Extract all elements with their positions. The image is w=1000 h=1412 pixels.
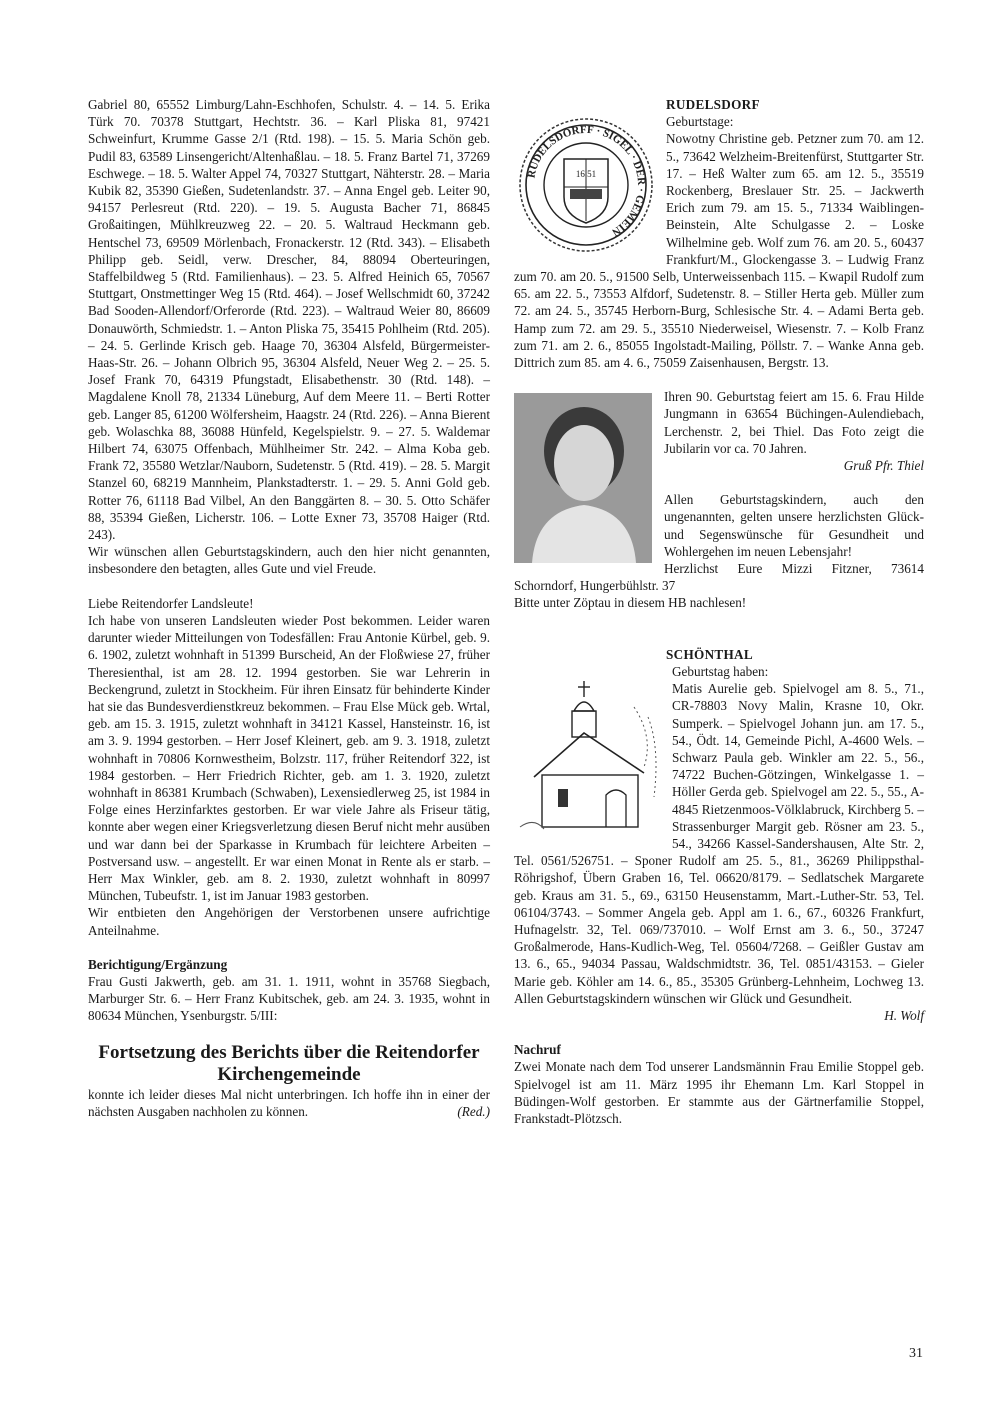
nachruf-heading: Nachruf [514, 1042, 561, 1058]
wishes-text: Allen Geburtstagskindern, auch den ungenannten, gelten unsere herzlichsten Glück- und Segenswünsche für Gesundheit und Wohlergehen im neuen Lebensjahr! [664, 492, 924, 559]
chapel-graphic [514, 677, 664, 837]
zoeptau-note: Bitte unter Zöptau in diesem HB nachlesen! [514, 595, 747, 611]
condolence: Wir entbieten den Angehörigen der Verstorbenen unsere aufrichtige Anteilnahme. [88, 905, 490, 938]
death-notices: Ich habe von unseren Landsleuten wieder Post bekommen. Leider waren darunter wieder Mitteilungen von Todesfällen: Frau Antonie Kürbel, geb. 9. 6. 1902, zuletzt wohnhaft in 51399 Burscheid, An der Floßwiese 27, früher Theresienthal, ist am 28. 12. 1994 gestorben. Sie war Lehrerin in Beckengrund, zuletzt in Stockheim. Für ihren Einsatz für behinderte Kinder hat sie das Bundesverdienstkreuz bekommen. – Frau Else Mück geb. Wrtal, geb. am 15. 3. 1915, zuletzt wohnhaft in 34121 Kassel, Hansteinstr. 16, ist am 3. 9. 1994 gestorben. – Herr Josef Kleinert, geb. am 9. 3. 1918, zuletzt wohnhaft in 70806 Kornwestheim, Bolzstr. 117, früher Reitendorf 322, ist 1984 gestorben. – Herr Friedrich Richter, geb. am 1. 3. 1920, zuletzt wohnhaft in 86381 Krumbach (Schwaben), Lexensiedlerweg 25, ist 1984 in Folge eines Herzinfarktes gestorben. Er war viele Jahre als Friseur tätig, konnte aber wegen einer Kriegsverletzung diesen Beruf nicht mehr ausüben und war dann bei der Sparkasse in Krumbach für leichtere Arbeiten – Postversand usw. – angestellt. Er war einen Monat in Rente als er starb. – Herr Max Winkler, geb. am 8. 2. 1930, zuletzt wohnhaft in 80997 München, Tubeufstr. 1, ist im Januar 1983 gestorben. [88, 612, 490, 904]
jubilee-sign: Gruß Pfr. Thiel [843, 458, 924, 474]
correction-text: Frau Gusti Jakwerth, geb. am 31. 1. 1911, wohnt in 35768 Siegbach, Marburger Str. 6. – Herr Franz Kubitschek, geb. am 24. 3. 1935, wohnt in 80634 München, Ysenburgstr. 5/III: [88, 973, 490, 1024]
rudelsdorf-birthdays: Nowotny Christine geb. Petzner zum 70. am 12. 5., 73642 Welzheim-Breitenfürst, Stuttgarter Str. 17. – Heß Walter zum 65. am 12. 5., 35519 Rockenberg, Breslauer Str. 25. – Jackwerth Erich zum 79. am 15. 5., 71334 Waiblingen-Beinstein, Alte Schulgasse 2. – Loske Wilhelmine geb. Wolf zum 76. am 20. 5., 60437 Frankfurt/M., Glockengasse 3. – Ludwig Franz zum 70. am 20. 5., 91500 Selb, Unterweissenbach 115. – Kwapil Rudolf zum 65. am 22. 5., 73553 Alfdorf, Sudetenstr. 8. – Stiller Herta geb. Müller zum 72. am 24. 5., 35745 Herborn-Burg, Schlesische Str. 4. – Adami Berta geb. Hamp zum 72. am 29. 5., 35510 Niederweisel, Wiesenstr. 7. – Kolb Franz zum 71. am 2. 6., 85055 Ingolstadt-Mailing, Pöllstr. 7. – Wanke Anna geb. Dittrich zum 85. am 4. 6., 75059 Zaisenhausen, Bergstr. 13. [514, 131, 924, 371]
chapel-drawing [514, 677, 664, 837]
rudelsdorf-subheading: Geburtstage: [666, 114, 734, 130]
schoenthal-birthdays: Matis Aurelie geb. Spielvogel am 8. 5., 71., CR-78803 Novy Malin, Krasne 10, Okr. Sumperk. – Spielvogel Johann jun. am 17. 5., 54., Ödt. 14, Gemeinde Pichl, A-4600 Wels. – Schwarz Paula geb. Winkler am 22. 5., 56., 74722 Buchen-Götzingen, Winkelgasse 1. – Höller Gerda geb. Spielvogel am 22. 5., 55., A-4845 Rietzenmoos-Völklabruck, Kirchberg 5. – Strassenburger Margit geb. Rösner am 23. 5., 54., 34266 Kassel-Sandershausen, Alte Str. 2, Tel. 0561/526751. – Sponer Rudolf am 25. 5., 81., 36269 Philippsthal-Röhrigshof, Übern Graben 16, Tel. 06620/8179. – Sedlatschek Margarete geb. Kraus am 31. 5., 69., 63150 Heusenstamm, Mart.-Luther-Str. 53, Tel. 06104/3743. – Sommer Angela geb. Appl am 1. 6., 67., 60326 Frankfurt, Hufnagelstr. 32, Tel. 069/737010. – Wolf Ernst am 3. 6., 50., 37247 Großalmerode, Hans-Kudlich-Weg, Tel. 05604/7268. – Geißler Gustav am 13. 6., 65., 94034 Passau, Waldschmidtstr. 36, Tel. 0851/43153. – Gieler Marie geb. Köhler am 14. 6., 85., 35305 Grünberg-Lehnheim, Lochweg 13. Allen Geburtstagskindern wünschen wir Glück und Gesundheit. [514, 681, 924, 1006]
report-sign: (Red.) [457, 1103, 490, 1119]
seal-text: RUDELSDORFF · SIGEL · DER · GEMEIN [525, 124, 648, 239]
schoenthal-subheading: Geburtstag haben: [672, 663, 769, 679]
seal-year: 16 51 [575, 169, 597, 180]
report-note-text: konnte ich leider dieses Mal nicht unterbringen. Ich hoffe ihn in einer der nächsten Ausgaben nachholen zu können. [88, 1086, 490, 1119]
jubilee-photo [514, 393, 652, 563]
greeting: Liebe Reitendorfer Landsleute! [88, 595, 254, 611]
report-note [88, 1086, 490, 1120]
seal-graphic [514, 113, 658, 257]
wishes-sign: Herzlichst Eure Mizzi Fitzner, 73614 Schorndorf, Hungerbühlstr. 37 [514, 561, 924, 594]
birthday-list: Gabriel 80, 65552 Limburg/Lahn-Eschhofen, Schulstr. 4. – 14. 5. Erika Türk 70. 70378 Stuttgart, Hechtstr. 36. – Karl Pliska 81, 97421 Schweinfurt, Krumme Gasse 2/1 (Rtd. 198). – 15. 5. Maria Schön geb. Pudil 83, 63589 Linsengericht/Altenhaßlau. – 18. 5. Franz Bartel 71, 37269 Eschwege. – 18. 5. Walter Appel 74, 70327 Stuttgart, Nähterstr. 28. – Maria Kubik 82, 35390 Gießen, Sudetenlandstr. 37. – Anna Engel geb. Leiter 90, 94157 Perlesreut (Rtd. 220). – 19. 5. Augusta Bacher 71, 86845 Großaitingen, Mühlkreuzweg 22. – 20. 5. Waltraud Heckmann geb. Hentschel 73, 69509 Mörlenbach, Fronackerstr. 12 (Rtd. 343). – Elisabeth Philipp geb. Seidl, verw. Drescher, 84, 88094 Oberteuringen, Staffelbildweg 5 (Rtd. Familienhaus). – 23. 5. Alfred Heinich 65, 70567 Stuttgart, Onstmettinger Weg 15 (Rtd. 464). – Josef Wellschmidt 60, 37242 Bad Sooden-Allendorf/Orferorde (Rtd. 223). – Waltraud Weier 80, 86609 Donauwörth, Schmiedstr. 1. – Anton Pliska 75, 35415 Pohlheim (Rtd. 205). – 24. 5. Gerlinde Krisch geb. Haage 70, 36304 Alsfeld, Bürgermeister-Haas-Str. 26. – Johann Olbrich 95, 36304 Alsfeld, Neuer Weg 2. – 25. 5. Josef Frank 70, 64319 Pfungstadt, Elisabethenstr. 30 (Rtd. 148). – Magdalene Knoll 78, 21334 Lüneburg, Auf dem Meere 11. – Berti Rotter geb. Langer 85, 61200 Wölfersheim, Haagstr. 24 (Rtd. 226). – Anna Bierent geb. Wolaschka 88, 36088 Hünfeld, Kegelspielstr. 9. – 27. 5. Waldemar Hilbert 74, 63075 Offenbach, Mühlheimer Str. 242. – Alma Koba geb. Frank 72, 35580 Wetzlar/Nauborn, Sudetenstr. 5 (Rtd. 419). – 28. 5. Margit Stanzel 60, 68219 Mannheim, Plankstadterstr. 1. – 29. 5. Anni Gold geb. Rotter 76, 61118 Bad Vilbel, An den Banggärten 8. – 30. 5. Otto Schäfer 88, 35394 Gießen, Licherstr. 106. – Lotte Exner 73, 35708 Haiger (Rtd. 243). [88, 97, 490, 543]
nachruf-text: Zwei Monate nach dem Tod unserer Landsmännin Frau Emilie Stoppel geb. Spielvogel ist am 11. März 1995 ihr Ehemann Lm. Karl Stoppel in Büdingen-Wolf gestorben. Er stammte aus der Gärtnerfamilie Stoppel, Frankstadt-Plötzsch. [514, 1059, 924, 1126]
birthday-wishes: Wir wünschen allen Geburtstagskindern, auch den hier nicht genannten, insbesondere den betagten, alles Gute und viel Freude. [88, 544, 490, 577]
page-number: 31 [909, 1346, 923, 1361]
schoenthal-sign: H. Wolf [884, 1007, 924, 1023]
schoenthal-heading: SCHÖNTHAL [666, 646, 753, 662]
report-title: Fortsetzung des Berichts über die Reitendorfer Kirchengemeinde [98, 1041, 480, 1085]
right-column [514, 96, 924, 1127]
left-column [88, 96, 490, 1120]
rudelsdorf-seal [514, 113, 658, 257]
jubilee-text: Ihren 90. Geburtstag feiert am 15. 6. Frau Hilde Jungmann in 63654 Büchingen-Aulendiebach, Lerchenstr. 2, bei Thiel. Das Foto zeigt die Jubilarin vor ca. 70 Jahren. [664, 389, 924, 456]
rudelsdorf-heading: RUDELSDORF [666, 97, 760, 112]
correction-heading: Berichtigung/Ergänzung [88, 956, 228, 972]
portrait-graphic [514, 393, 652, 563]
